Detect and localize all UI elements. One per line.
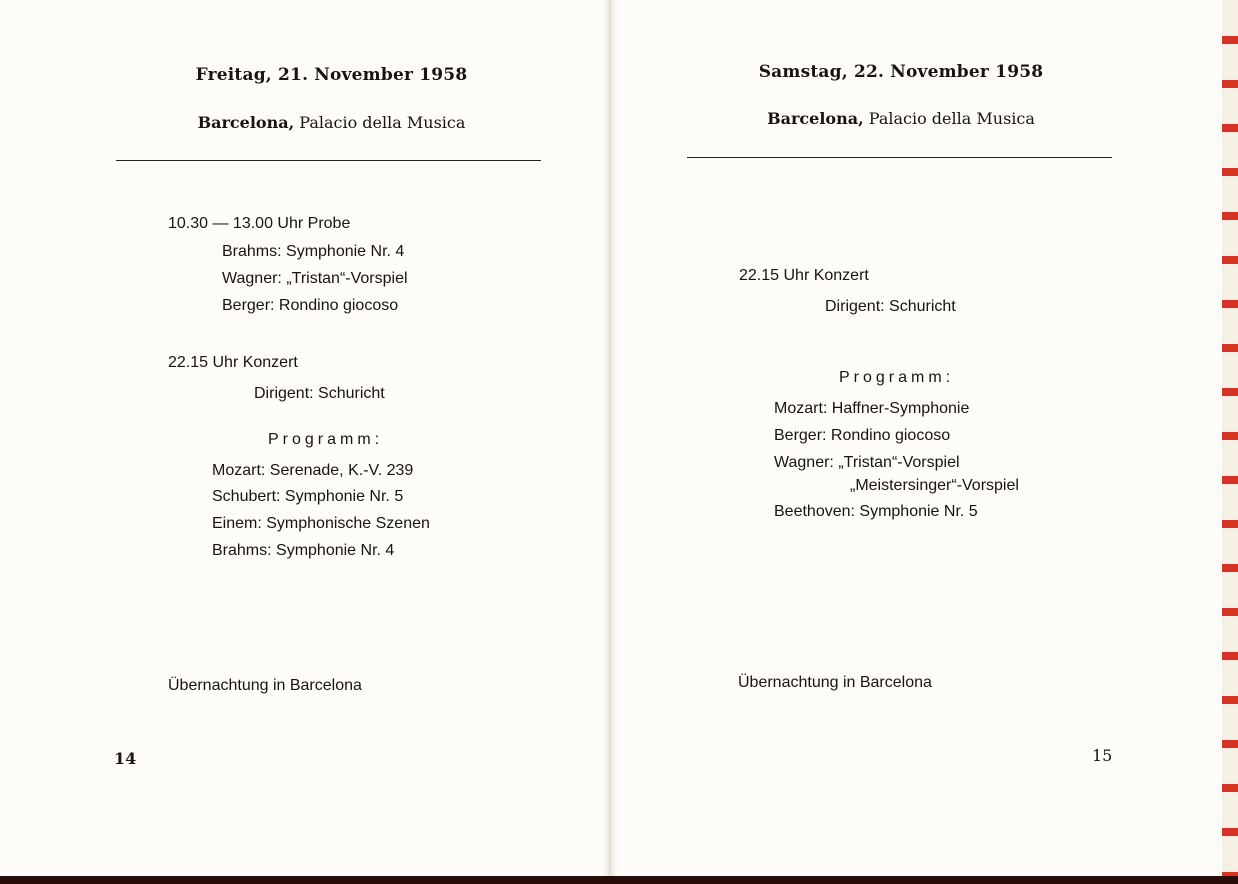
page-venue: [580, 109, 1222, 128]
page-edge-right: [1222, 0, 1238, 884]
program-item: Wagner: „Tristan“-Vorspiel: [774, 454, 960, 471]
program-item: Brahms: Symphonie Nr. 4: [212, 542, 395, 559]
header-rule: [116, 160, 541, 161]
venue-city: Barcelona,: [197, 113, 295, 132]
concert-time: 22.15 Uhr Konzert: [168, 354, 298, 371]
venue-hall: Palacio della Musica: [868, 109, 1035, 128]
book-gutter: [603, 0, 617, 876]
page-number: 14: [114, 749, 137, 768]
overnight-note: Übernachtung in Barcelona: [168, 677, 362, 694]
program-item: Mozart: Serenade, K.-V. 239: [212, 462, 414, 479]
program-heading: Programm:: [268, 431, 384, 448]
program-item: „Meistersinger“-Vorspiel: [850, 477, 1019, 494]
program-item: Mozart: Haffner-Symphonie: [774, 400, 970, 417]
venue-city: Barcelona,: [767, 109, 864, 128]
rehearsal-item: Brahms: Symphonie Nr. 4: [222, 243, 405, 260]
page-edge-bottom: [0, 876, 1238, 884]
page-date: Freitag, 21. November 1958: [195, 65, 468, 85]
concert-time: 22.15 Uhr Konzert: [739, 267, 869, 284]
program-item: Beethoven: Symphonie Nr. 5: [774, 503, 978, 520]
rehearsal-item: Berger: Rondino giocoso: [222, 297, 399, 314]
program-item: Schubert: Symphonie Nr. 5: [212, 488, 404, 505]
page-venue: [58, 113, 605, 132]
rehearsal-item: Wagner: „Tristan“-Vorspiel: [222, 270, 408, 287]
venue-hall: Palacio della Musica: [299, 113, 466, 132]
program-heading: Programm:: [839, 369, 955, 386]
page-right: [617, 0, 1222, 876]
program-item: Berger: Rondino giocoso: [774, 427, 951, 444]
conductor: Dirigent: Schuricht: [254, 385, 385, 402]
page-left: [0, 0, 605, 876]
conductor: Dirigent: Schuricht: [825, 298, 956, 315]
page-date: Samstag, 22. November 1958: [758, 62, 1044, 82]
page-number: 15: [1092, 746, 1113, 765]
header-rule: [687, 157, 1112, 158]
overnight-note: Übernachtung in Barcelona: [738, 674, 932, 691]
rehearsal-time: 10.30 — 13.00 Uhr Probe: [168, 215, 351, 232]
program-item: Einem: Symphonische Szenen: [212, 515, 430, 532]
